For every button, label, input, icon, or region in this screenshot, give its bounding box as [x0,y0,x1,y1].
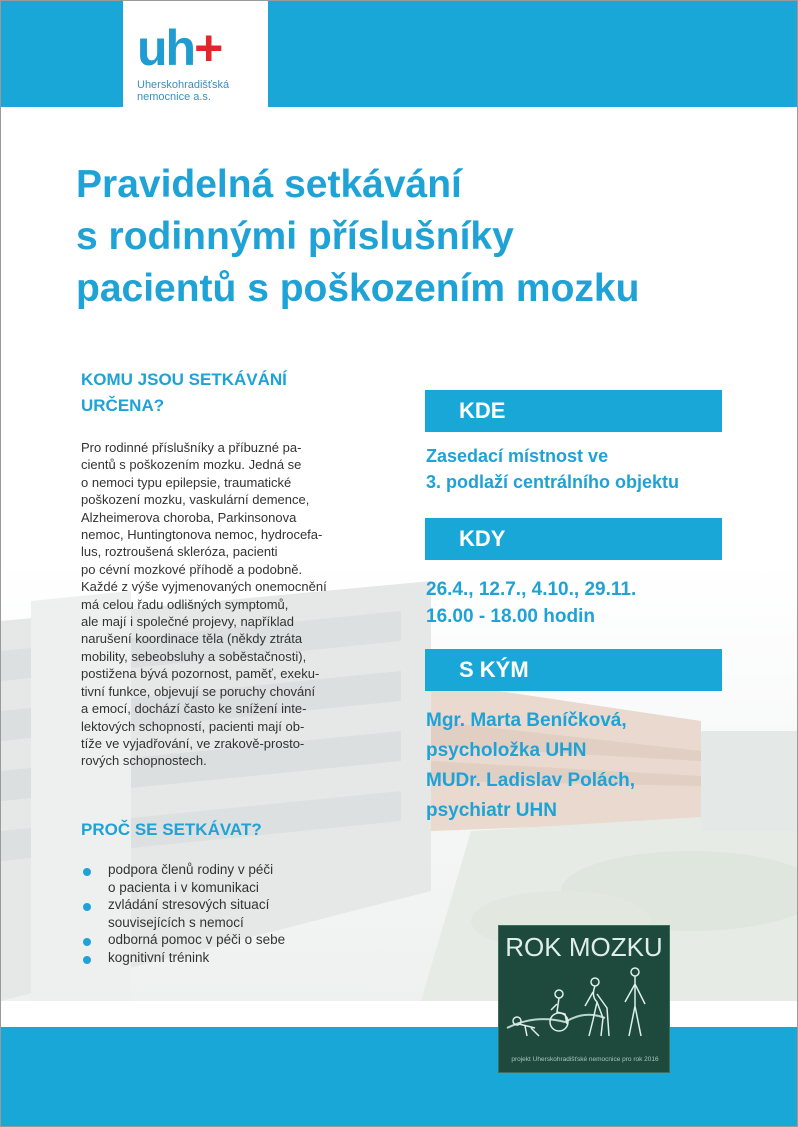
person1-role: psycholožka UHN [426,740,587,761]
kdy-time: 16.00 - 18.00 hodin [426,606,595,627]
logo-mark-text: uh [137,20,195,76]
list-item [81,861,381,896]
komu-line: po cévní mozkové příhodě a podobně. [81,561,303,577]
komu-line: postižena bývá pozornost, paměť, exeku- [81,666,320,682]
title-line1: Pravidelná setkávání [76,163,462,206]
kde-text [426,443,679,495]
komu-line: poškození mozku, vaskulární demence, [81,492,310,508]
komu-line: tíže ve vyjadřování, ve zrakově-prosto- [81,735,305,751]
komu-body [81,439,381,770]
komu-line: lektových schopností, pacienti mají ob- [81,718,305,734]
komu-line: o nemoci typu epilepsie, traumatické [81,474,292,490]
s-kym-text [426,706,635,826]
komu-line: Pro rodinné příslušníky a příbuzné pa- [81,440,302,455]
bullet-line: zvládání stresových situací [108,897,270,913]
logo-mark [137,20,222,76]
list-item [81,931,381,949]
kde-line2: 3. podlaží centrálního objektu [426,472,680,492]
list-item [81,949,381,967]
bullet-line: o pacienta i v komunikaci [108,879,259,895]
komu-line: narušení koordinace těla (někdy ztráta [81,631,303,647]
kdy-dates: 26.4., 12.7., 4.10., 29.11. [426,579,637,600]
bullet-line: souvisejících s nemocí [108,914,244,930]
bullet-dot-icon [83,868,91,876]
bullet-dot-icon [83,903,91,911]
komu-line: lus, roztroušená skleróza, pacienti [81,544,278,560]
komu-line: mobility, sebeobsluhy a soběstačnosti), [81,648,307,664]
komu-heading-line1: KOMU JSOU SETKÁVÁNÍ [81,370,287,389]
komu-line: a emocí, dochází často ke snížení inte- [81,701,307,717]
komu-line: ale mají i společné projevy, například [81,614,294,630]
komu-line: Alzheimerova choroba, Parkinsonova [81,509,297,525]
komu-heading [81,367,287,419]
bullet-dot-icon [83,938,91,946]
page-title [76,159,776,315]
title-line2: s rodinnými příslušníky [76,215,514,258]
proc-heading: PROČ SE SETKÁVAT? [81,820,262,839]
komu-heading-line2: URČENA? [81,396,165,415]
kde-line1: Zasedací místnost ve [426,446,609,466]
komu-line: rových schopnostech. [81,753,207,769]
logo-name-line1: Uherskohradišťská [137,79,230,91]
kdy-label: KDY [425,518,722,560]
komu-line: tivní funkce, objevují se poruchy chování [81,683,316,699]
bottom-band [1,1027,797,1126]
s-kym-label: S KÝM [425,649,722,691]
bullet-line: kognitivní trénink [108,949,210,965]
person2-name: MUDr. Ladislav Polách, [426,770,636,791]
logo-name [137,79,229,103]
rok-mozku-title: ROK MOZKU [505,932,663,962]
title-line3: pacientů s poškozením mozku [76,267,640,310]
logo-name-line2: nemocnice a.s. [137,91,211,103]
bullet-dot-icon [83,956,91,964]
top-band [1,1,797,107]
rok-mozku-badge [498,925,670,1073]
bullet-line: podpora členů rodiny v péči [108,862,274,877]
logo-plus-icon: + [194,20,222,76]
brain-and-figures-icon [505,966,665,1046]
rok-mozku-subtitle: projekt Uherskohradišťské nemocnice pro rok 2016 [511,1056,659,1063]
komu-line: Každé z výše vyjmenovaných onemocnění [81,579,327,595]
komu-line: cientů s poškozením mozku. Jedná se [81,457,302,473]
kde-label: KDE [425,390,722,432]
list-item [81,896,381,931]
komu-line: má celou řadu odlišných symptomů, [81,596,289,612]
bullet-line: odborná pomoc v péči o sebe [108,932,286,948]
logo [123,1,268,107]
kdy-text [426,576,636,630]
person2-role: psychiatr UHN [426,800,557,821]
person1-name: Mgr. Marta Beníčková, [426,710,627,731]
komu-line: nemoc, Huntingtonova nemoc, hydrocefa- [81,527,323,543]
proc-bullet-list [81,861,381,967]
